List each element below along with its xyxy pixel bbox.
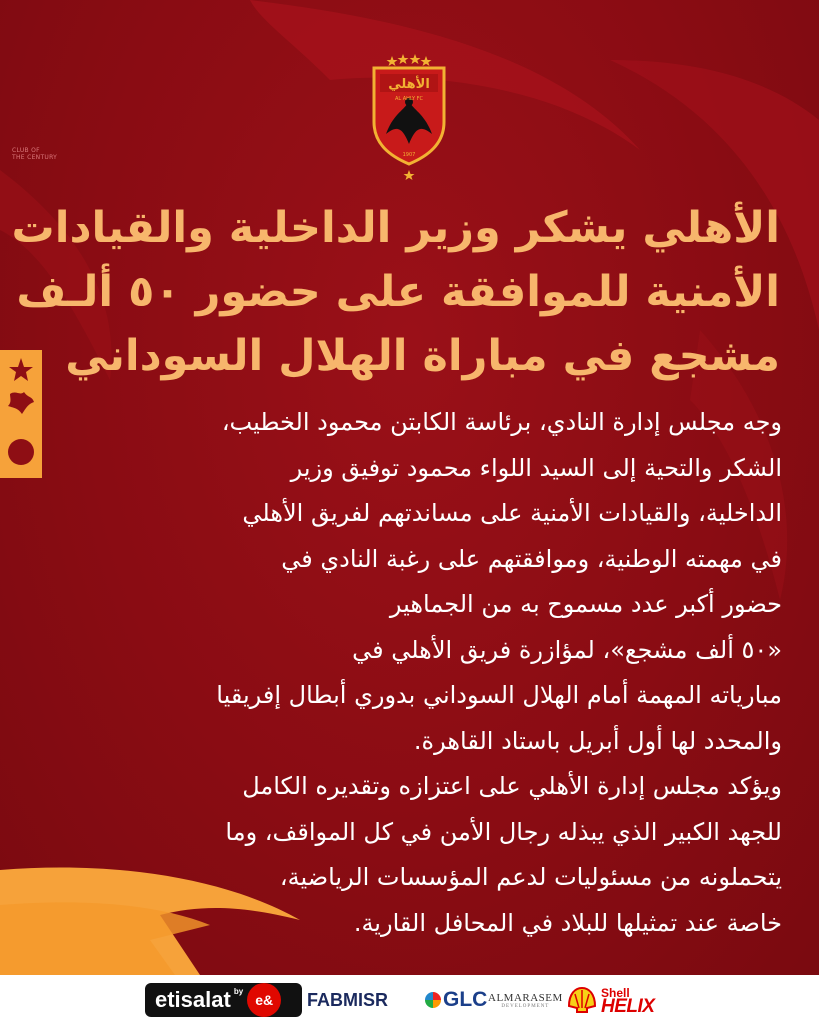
helix-wordmark: HELIX <box>601 996 655 1017</box>
body-line: في مهمته الوطنية، وموافقتهم على رغبة النادي في <box>281 544 782 573</box>
circle-icon <box>8 439 34 465</box>
shell-helix-logo <box>567 983 654 1017</box>
glc-mark-icon <box>425 992 441 1008</box>
body-line: خاصة عند تمثيلها للبلاد في المحافل القارية. <box>353 908 782 937</box>
crest-arabic-text: الأهلي <box>388 77 430 92</box>
headline-line: مشجع في مباراة الهلال السوداني <box>65 331 780 381</box>
side-badge-strip <box>0 350 42 478</box>
body-line: ويؤكد مجلس إدارة الأهلي على اعتزازه وتقديره الكامل <box>242 772 782 800</box>
body-line: الداخلية، والقيادات الأمنية على مساندتهم لفريق الأهلي <box>242 499 782 527</box>
body-line: الشكر والتحية إلى السيد اللواء محمود توفيق وزير <box>290 453 782 482</box>
sponsor-bar <box>0 975 819 1024</box>
headline-line: الأمنية للموافقة على حضور ٥٠ ألـف <box>16 267 780 317</box>
headline-line: الأهلي يشكر وزير الداخلية والقيادات <box>11 203 780 253</box>
side-strip-icons <box>0 350 42 478</box>
etisalat-by: by <box>233 987 244 996</box>
etisalat-logo <box>145 983 302 1017</box>
body-line: حضور أكبر عدد مسموح به من الجماهير <box>389 590 782 618</box>
al-ahly-crest <box>366 52 452 180</box>
almarasem-subtitle: DEVELOPMENT <box>501 1003 550 1009</box>
body-line: والمحدد لها أول أبريل باستاد القاهرة. <box>413 726 782 755</box>
almarasem-wordmark: ALMARASEM <box>488 991 563 1004</box>
article-body <box>42 400 782 946</box>
shell-wordmark: Shell <box>601 986 630 1000</box>
crest-english-text: AL AHLY FC <box>394 96 424 102</box>
body-line: «٥٠ ألف مشجع»، لمؤازرة فريق الأهلي في <box>352 635 782 664</box>
star-icon <box>9 358 33 381</box>
fab-misr-logo: FABMISR <box>307 989 388 1010</box>
eagle-icon <box>8 392 34 414</box>
body-line: وجه مجلس إدارة النادي، برئاسة الكابتن محمود الخطيب، <box>221 408 782 436</box>
e-and-mark: e& <box>247 983 281 1017</box>
etisalat-wordmark: etisalat <box>155 987 231 1012</box>
tagline-line: THE CENTURY <box>12 154 58 161</box>
crest-year: 1907 <box>402 152 416 158</box>
body-line: للجهد الكبير الذي يبذله رجال الأمن في كل المواقف، وما <box>225 817 782 846</box>
tagline-line: CLUB OF <box>12 147 40 154</box>
body-line: يتحملونه من مسئوليات لدعم المؤسسات الرياضية، <box>279 863 782 891</box>
headline <box>11 196 780 388</box>
shell-pecten-icon <box>567 986 597 1014</box>
body-line: مبارياته المهمة أمام الهلال السوداني بدوري أبطال إفريقيا <box>216 681 782 709</box>
glc-wordmark: GLC <box>443 988 488 1011</box>
glc-logo <box>425 983 487 1017</box>
club-of-the-century-tagline <box>12 147 57 161</box>
almarasem-logo <box>488 983 563 1017</box>
crest-emblem-icon <box>366 52 452 180</box>
